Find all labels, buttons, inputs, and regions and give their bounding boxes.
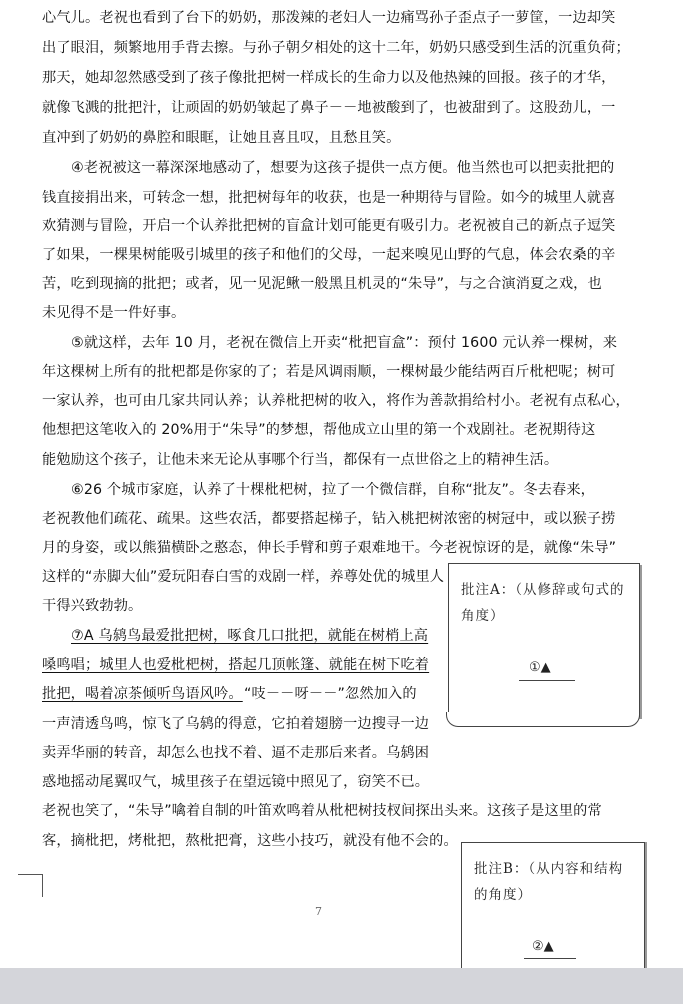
text-line: “吱－－呀－－”忽然加入的 xyxy=(244,686,417,702)
text-line: 未见得不是一件好事。 xyxy=(42,305,186,321)
annotation-a-label: 批注A：（从修辞或句式的 xyxy=(461,582,625,598)
underlined-sentence-a: 嗓鸣唱；城里人也爱枇杷树，搭起几顶帐篷、就能在树下吃着 xyxy=(42,657,430,673)
text-line: 老祝教他们疏花、疏果。这些农活，都要搭起梯子，钻入桃把树浓密的树冠中，或以猴子捞 xyxy=(42,511,616,527)
text-line: 欢猜测与冒险，开启一个认养批把树的盲盒计划可能更有吸引力。老祝被自己的新点子逗笑 xyxy=(42,218,616,234)
paragraph-4-start: ④老祝被这一幕深深地感动了，想要为这孩子提供一点方便。他当然也可以把卖批把的 xyxy=(71,160,615,176)
text-line: 那天，她却忽然感受到了孩子像批把树一样成长的生命力以及他热辣的回报。孩子的才华， xyxy=(42,70,616,86)
annotation-b-answer-line xyxy=(524,958,576,959)
text-line: 出了眼泪，频繁地用手背去擦。与孙子朝夕相处的这十二年，奶奶只感受到生活的沉重负荷； xyxy=(42,40,630,56)
text-line: 月的身姿，或以熊猫横卧之憨态，伸长手臂和剪子艰难地干。今老祝惊讶的是，就像“朱导” xyxy=(42,540,617,556)
text-line: 苦，吃到现摘的批把；或者，见一见泥鳅一般黑且机灵的“朱导”，与之合演消夏之戏，也 xyxy=(42,276,602,292)
annotation-b-sub: 的角度） xyxy=(474,887,532,903)
text-line: 年这棵树上所有的批杷都是你家的了；若是风调雨顺，一棵树最少能结两百斤枇杷呢；树可 xyxy=(42,364,616,380)
text-line: 客，摘枇把，烤枇把，熬枇把膏，这些小技巧，就没有他不会的。 xyxy=(42,833,458,849)
text-line: 一声清透鸟鸣，惊飞了乌鸫的得意，它拍着翅膀一边搜寻一边 xyxy=(42,716,430,732)
text-line: 就像飞溅的批把汁，让顽固的奶奶皱起了鼻子－－地被酸到了，也被甜到了。这股劲儿，一 xyxy=(42,100,616,116)
text-line: 卖弄华丽的转音，却怎么也找不着、逼不走那后来者。乌鸫困 xyxy=(42,745,430,761)
text-line: 一家认养，也可由几家共同认养；认养枇把树的收入，将作为善款捐给村小。老祝有点私心， xyxy=(42,393,630,409)
underlined-sentence-a: 批把，喝着凉茶倾听鸟语风吟。 xyxy=(42,686,243,702)
text-line: 惑地摇动尾翼叹气，城里孩子在望远镜中照见了，窃笑不已。 xyxy=(42,774,430,790)
text-line: 心气儿。老祝也看到了台下的奶奶，那泼辣的老妇人一边痛骂孙子歪点子一萝筐，一边却笑 xyxy=(42,10,616,26)
annotation-b-answer-mark: ②▲ xyxy=(532,939,554,954)
annotation-box-a xyxy=(448,563,640,717)
text-line: 干得兴致勃勃。 xyxy=(42,598,143,614)
text-line: 能勉励这个孩子，让他未来无论从事哪个行当，都保有一点世俗之上的精神生活。 xyxy=(42,452,559,468)
text-line: 他想把这笔收入的 20%用于“朱导”的梦想，帮他成立山里的第一个戏剧社。老祝期待这 xyxy=(42,422,596,438)
annotation-a-answer-mark: ①▲ xyxy=(529,660,551,675)
annotation-a-sub: 角度） xyxy=(461,608,505,624)
underlined-sentence-a: ⑦A 乌鸫鸟最爱批把树，啄食几口批把，就能在树梢上高 xyxy=(71,628,429,644)
page-corner-mark xyxy=(18,874,43,897)
text-line: 老祝也笑了，“朱导”噙着自制的叶笛欢鸣着从枇杷树技杈间探出头来。这孩子是这里的常 xyxy=(42,803,602,819)
annotation-b-label: 批注B：（从内容和结构 xyxy=(474,861,624,877)
viewer-bottom-bar xyxy=(0,968,683,1004)
text-line: 了如果，一棵果树能吸引城里的孩子和他们的父母，一起来嗅见山野的气息，体会农桑的辛 xyxy=(42,247,616,263)
annotation-a-answer-line xyxy=(519,680,575,681)
text-line: 钱直接捐出来，可转念一想，批把树每年的收获，也是一种期待与冒险。如今的城里人就喜 xyxy=(42,190,616,206)
annotation-box-b xyxy=(461,842,645,973)
page-number: 7 xyxy=(315,905,322,918)
paragraph-6-start: ⑥26 个城市家庭，认养了十棵枇杷树，拉了一个微信群，自称“批友”。冬去春来， xyxy=(71,482,596,498)
paragraph-5-start: ⑤就这样，去年 10 月，老祝在微信上开卖“枇把盲盒”：预付 1600 元认养一棵树，来 xyxy=(71,335,618,351)
annotation-a-scroll-curl xyxy=(446,712,640,727)
text-line: 这样的“赤脚大仙”爱玩阳春白雪的戏剧一样，养尊处优的城里人 xyxy=(42,569,445,585)
text-line: 直冲到了奶奶的鼻腔和眼眶，让她且喜且叹，且愁且笑。 xyxy=(42,130,401,146)
